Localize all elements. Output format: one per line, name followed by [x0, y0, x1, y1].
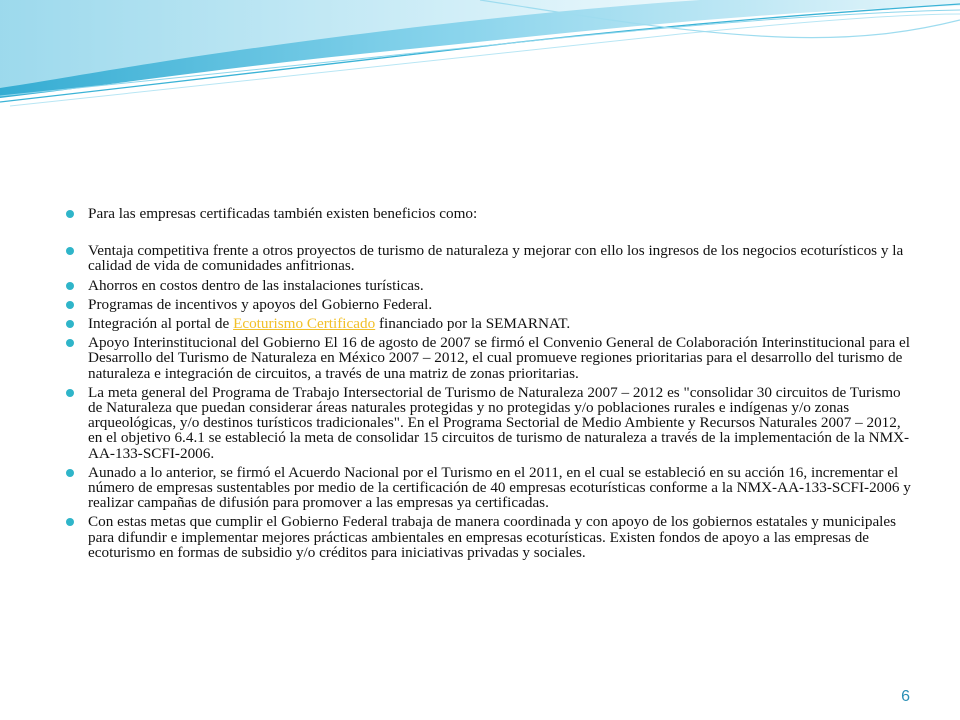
bullet-item-competitive-advantage: [66, 243, 916, 273]
bullet-text: Con estas metas que cumplir el Gobierno Federal trabaja de manera coordinada y con apoyo de los gobiernos estatales y municipales para difundir e implementar mejores prácticas ambientales en empresas ecoturísticas. Existen fondos de apoyo a las empresas de ecoturismo en formas de subsidio y/o créditos para iniciativas privadas y sociales.: [88, 513, 897, 561]
header-wave-decoration: [0, 0, 960, 110]
bullet-text: La meta general del Programa de Trabajo Intersectorial de Turismo de Naturaleza 2007 – 2012 es "consolidar 30 circuitos de Turismo de Naturaleza que puedan considerar áreas naturales protegidas y no protegidas y/o poblaciones rurales e indígenas y/o zonas arqueológicas, y/o destinos turísticos tradicionales". En el Programa Sectorial de Medio Ambiente y Recursos Naturales 2007 – 2012, en el objetivo 6.4.1 se estableció la meta de consolidar 15 circuitos de turismo de naturaleza a través de la implementación de la NMX-AA-133-SCFI-2006.: [88, 383, 910, 462]
bullet-icon: [66, 469, 74, 477]
bullet-item-incentive-programs: [66, 297, 916, 312]
bullet-icon: [66, 247, 74, 255]
page-number: 6: [901, 688, 910, 705]
bullet-icon: [66, 282, 74, 290]
bullet-item-coordination-funding: [66, 514, 916, 560]
bullet-icon: [66, 389, 74, 397]
bullet-text-suffix: financiado por la SEMARNAT.: [375, 315, 571, 333]
benefits-list: [66, 206, 916, 560]
bullet-text: Programas de incentivos y apoyos del Gobierno Federal.: [88, 295, 433, 313]
bullet-text-prefix: Integración al portal de: [88, 315, 234, 333]
bullet-item-interinstitutional-support: [66, 335, 916, 381]
bullet-text: Ahorros en costos dentro de las instalaciones turísticas.: [88, 276, 424, 294]
bullet-icon: [66, 301, 74, 309]
bullet-text: Apoyo Interinstitucional del Gobierno El 16 de agosto de 2007 se firmó el Convenio General de Colaboración Interinstitucional para el Desarrollo del Turismo de Naturaleza en México 2007 – 2012, el cual promueve regiones prioritarias para el desarrollo del turismo de naturaleza e integración de circuitos, a través de una matriz de zonas prioritarias.: [88, 334, 911, 382]
bullet-item-intro: [66, 206, 916, 221]
slide-body: [66, 206, 916, 564]
bullet-text: Aunado a lo anterior, se firmó el Acuerdo Nacional por el Turismo en el 2011, en el cual se estableció en su acción 16, incrementar el número de empresas sustentables por medio de la certificación de 40 empresas ecoturísticas conforme a la NMX-AA-133-SCFI-2006 y realizar campañas de difusión para promover a las empresas ya certificadas.: [88, 463, 911, 512]
ecoturismo-certificado-link[interactable]: Ecoturismo Certificado: [233, 315, 376, 333]
bullet-icon: [66, 320, 74, 328]
bullet-icon: [66, 339, 74, 347]
bullet-item-national-agreement: [66, 465, 916, 511]
bullet-item-portal-integration: [66, 316, 916, 331]
bullet-item-cost-savings: [66, 278, 916, 293]
bullet-icon: [66, 210, 74, 218]
bullet-text: Para las empresas certificadas también existen beneficios como:: [88, 205, 478, 222]
bullet-item-program-goal: [66, 385, 916, 461]
bullet-text: Ventaja competitiva frente a otros proyectos de turismo de naturaleza y mejorar con ello los ingresos de los negocios ecoturísticos y la calidad de vida de comunidades anfitrionas.: [88, 242, 904, 275]
bullet-icon: [66, 518, 74, 526]
